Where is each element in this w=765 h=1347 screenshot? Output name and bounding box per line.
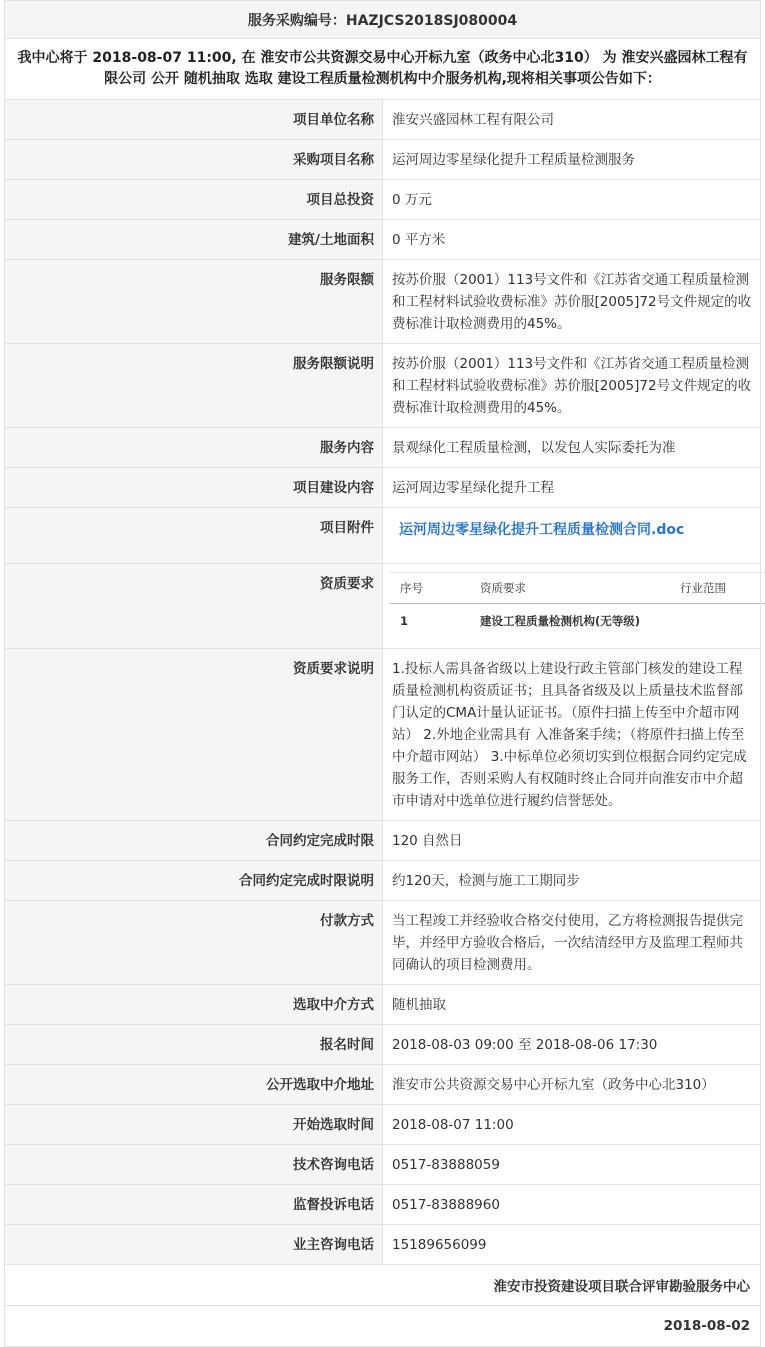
row-value: 淮安兴盛园林工程有限公司 xyxy=(383,100,761,140)
row-project-name xyxy=(5,140,761,180)
row-value: 0 平方米 xyxy=(383,220,761,260)
service-number-label: 服务采购编号： xyxy=(247,12,346,29)
row-selection-method xyxy=(5,985,761,1025)
row-value: 运河周边零星绿化提升工程 xyxy=(383,468,761,508)
footer-date: 2018-08-02 xyxy=(5,1306,761,1347)
row-value: 1.投标人需具备省级以上建设行政主管部门核发的建设工程质量检测机构资质证书；且具备省级及以上质量技术监督部门认定的CMA计量认证证书。（原件扫描上传至中介超市网站） 2.外地企业需具有 入准备案手续；（将原件扫描上传至中介超市网站） 3.中标单位必须切实到位根据合同约定完成服务工作，否则采购人有权随时终止合同并向淮安市中介超市申请对中选单位进行履约信誉惩处。 xyxy=(383,649,761,821)
row-value: 120 自然日 xyxy=(383,821,761,861)
row-contract-deadline-note xyxy=(5,861,761,901)
row-label: 合同约定完成时限 xyxy=(266,833,374,849)
row-label: 资质要求说明 xyxy=(293,661,374,677)
announcement-table xyxy=(4,0,761,1347)
row-value: 0517-83888960 xyxy=(383,1185,761,1225)
row-label: 服务限额 xyxy=(320,272,374,288)
row-label: 服务内容 xyxy=(320,440,374,456)
row-label: 合同约定完成时限说明 xyxy=(239,873,374,889)
announcement-text: 我中心将于 2018-08-07 11:00, 在 淮安市公共资源交易中心开标九室（政务中心北310） 为 淮安兴盛园林工程有限公司 公开 随机抽取 选取 建设工程质量检测机构中介服务机构,现将相关事项公告如下： xyxy=(5,39,761,100)
row-value: 运河周边零星绿化提升工程质量检测服务 xyxy=(383,140,761,180)
row-service-limit-note xyxy=(5,344,761,428)
row-label: 项目总投资 xyxy=(306,192,374,208)
row-label: 项目单位名称 xyxy=(293,112,374,128)
row-owner-phone xyxy=(5,1225,761,1265)
row-value: 按苏价服（2001）113号文件和《江苏省交通工程质量检测和工程材料试验收费标准》苏价服[2005]72号文件规定的收费标准计取检测费用的45%。 xyxy=(383,260,761,344)
row-value: 0517-83888059 xyxy=(383,1145,761,1185)
row-payment-method xyxy=(5,901,761,985)
row-label: 付款方式 xyxy=(320,913,374,929)
row-qualification xyxy=(5,564,761,649)
row-value: 2018-08-07 11:00 xyxy=(383,1105,761,1145)
row-label: 服务限额说明 xyxy=(293,356,374,372)
row-value: 约120天，检测与施工工期同步 xyxy=(383,861,761,901)
row-label: 技术咨询电话 xyxy=(293,1157,374,1173)
row-label: 建筑/土地面积 xyxy=(288,232,374,248)
row-service-limit xyxy=(5,260,761,344)
row-value: 按苏价服（2001）113号文件和《江苏省交通工程质量检测和工程材料试验收费标准》苏价服[2005]72号文件规定的收费标准计取检测费用的45%。 xyxy=(383,344,761,428)
qualification-header-requirement: 资质要求 xyxy=(480,573,680,604)
row-service-content xyxy=(5,428,761,468)
attachment-link[interactable]: 运河周边零星绿化提升工程质量检测合同.doc xyxy=(399,522,685,538)
qualification-scope xyxy=(680,604,765,638)
row-total-investment xyxy=(5,180,761,220)
row-value: 淮安市公共资源交易中心开标九室（政务中心北310） xyxy=(383,1065,761,1105)
qualification-no: 1 xyxy=(400,613,409,628)
row-registration-time xyxy=(5,1025,761,1065)
row-label: 资质要求 xyxy=(320,576,374,592)
row-project-unit xyxy=(5,100,761,140)
row-label: 公开选取中介地址 xyxy=(266,1077,374,1093)
qualification-header-no: 序号 xyxy=(390,573,480,604)
row-label: 开始选取时间 xyxy=(293,1117,374,1133)
row-construction-content xyxy=(5,468,761,508)
row-value: 15189656099 xyxy=(383,1225,761,1265)
row-area xyxy=(5,220,761,260)
footer-organization: 淮安市投资建设项目联合评审勘验服务中心 xyxy=(5,1265,761,1306)
row-label: 监督投诉电话 xyxy=(293,1197,374,1213)
row-value: 当工程竣工并经验收合格交付使用，乙方将检测报告提供完毕，并经甲方验收合格后，一次结清经甲方及监理工程师共同确认的项目检测费用。 xyxy=(383,901,761,985)
qualification-header-row xyxy=(390,573,765,604)
row-value: 景观绿化工程质量检测，以发包人实际委托为准 xyxy=(383,428,761,468)
row-attachment xyxy=(5,508,761,564)
row-label: 采购项目名称 xyxy=(293,152,374,168)
row-label: 项目附件 xyxy=(320,520,374,536)
qualification-table xyxy=(390,572,765,637)
row-label: 项目建设内容 xyxy=(293,480,374,496)
row-value: 0 万元 xyxy=(383,180,761,220)
row-qualification-note xyxy=(5,649,761,821)
row-label: 报名时间 xyxy=(320,1037,374,1053)
row-label: 选取中介方式 xyxy=(293,997,374,1013)
row-value: 随机抽取 xyxy=(383,985,761,1025)
row-label: 业主咨询电话 xyxy=(293,1237,374,1253)
announcement-page xyxy=(4,0,761,1347)
row-tech-phone xyxy=(5,1145,761,1185)
qualification-requirement: 建设工程质量检测机构(无等级) xyxy=(480,613,641,628)
qualification-row xyxy=(390,604,765,638)
row-contract-deadline xyxy=(5,821,761,861)
row-selection-start xyxy=(5,1105,761,1145)
row-selection-address xyxy=(5,1065,761,1105)
qualification-header-scope: 行业范围 xyxy=(680,573,765,604)
service-number-header xyxy=(5,1,761,39)
row-complaint-phone xyxy=(5,1185,761,1225)
row-value: 2018-08-03 09:00 至 2018-08-06 17:30 xyxy=(383,1025,761,1065)
service-number: HAZJCS2018SJ080004 xyxy=(345,12,518,29)
